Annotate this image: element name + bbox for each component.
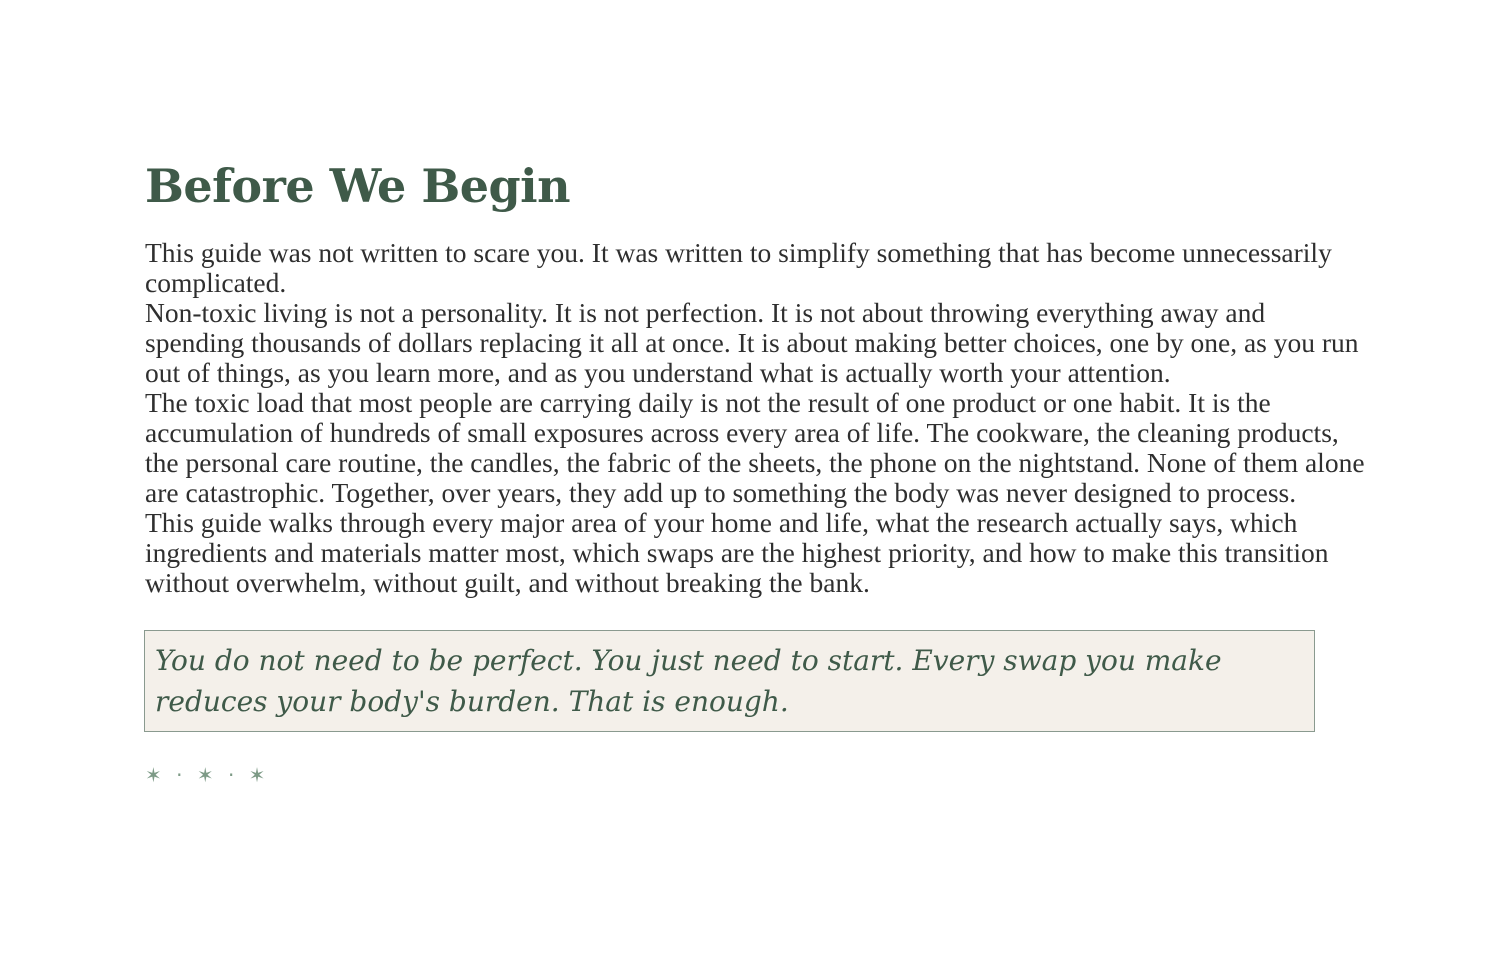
callout-quote: You do not need to be perfect. You just need to start. Every swap you make reduces your body's burden. That is enough. <box>144 630 1315 732</box>
body-text <box>145 238 1365 598</box>
document-page <box>145 150 1365 787</box>
paragraph: This guide walks through every major area of your home and life, what the research actually says, which ingredients and materials matter most, which swaps are the highest priority, and how to make this transition without overwhelm, without guilt, and without breaking the bank. <box>145 507 1329 598</box>
paragraph: Non-toxic living is not a personality. It is not perfection. It is not about throwing everything away and spending thousands of dollars replacing it all at once. It is about making better choices, one by one, as you run out of things, as you learn more, and as you understand what is actually worth your attention. <box>145 297 1359 388</box>
paragraph: The toxic load that most people are carrying daily is not the result of one product or one habit. It is the accumulation of hundreds of small exposures across every area of life. The cookware, the cleaning products, the personal care routine, the candles, the fabric of the sheets, the phone on the nightstand. None of them alone are catastrophic. Together, over years, they add up to something the body was never designed to process. <box>145 387 1365 508</box>
section-divider: ✶ · ✶ · ✶ <box>145 763 270 787</box>
page-title: Before We Begin <box>145 159 571 213</box>
paragraph: This guide was not written to scare you. It was written to simplify something that has become unnecessarily complicated. <box>145 237 1332 298</box>
